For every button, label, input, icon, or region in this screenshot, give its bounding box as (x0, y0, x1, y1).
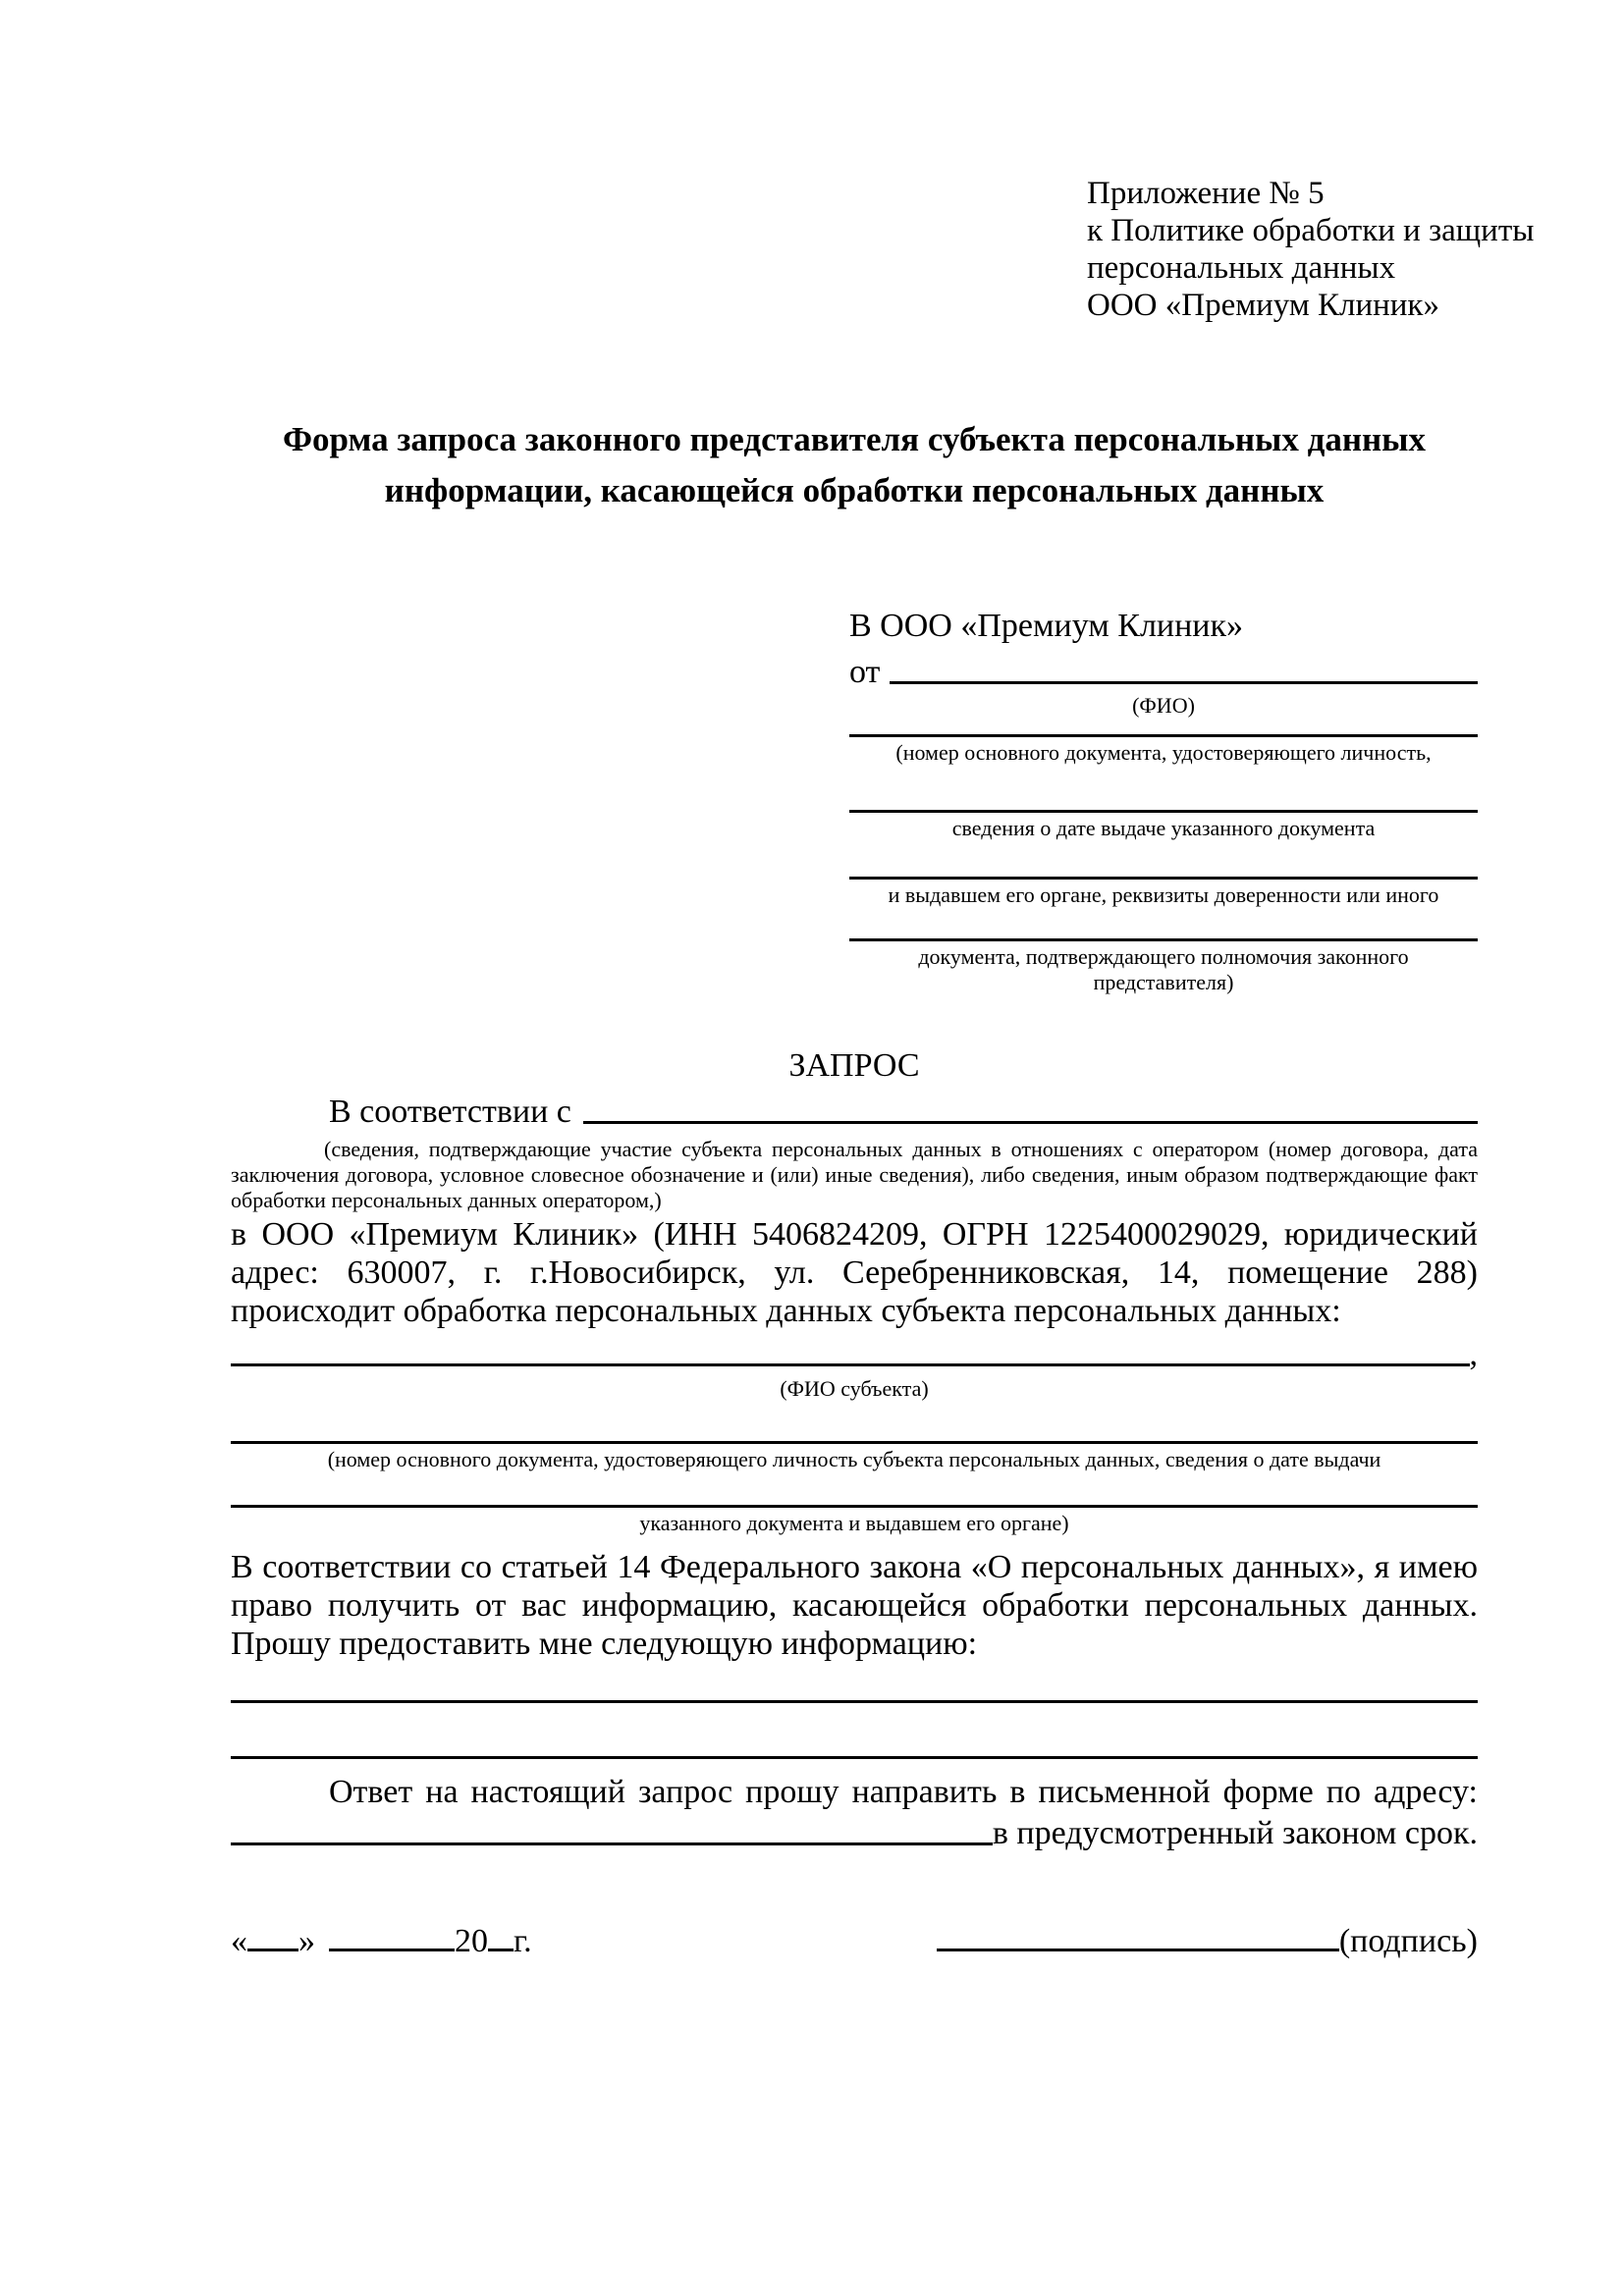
date-month-input-line[interactable] (329, 1919, 455, 1951)
appendix-line: к Политике обработки и защиты (1087, 213, 1535, 248)
subject-doc-hint-2: указанного документа и выдавшем его органе) (639, 1511, 1069, 1536)
representative-doc-input-line[interactable] (849, 734, 1478, 737)
reply-address-input-line[interactable] (231, 1842, 993, 1845)
signature-hint: (подпись) (1338, 1923, 1478, 1960)
appendix-line: персональных данных (1087, 250, 1396, 286)
recipient-line: В ООО «Премиум Клиник» (849, 608, 1244, 644)
date-quote-close: » (298, 1923, 315, 1960)
authority-doc-input-line[interactable] (849, 938, 1478, 941)
page-title-line: информации, касающейся обработки персональных данных (384, 471, 1325, 509)
page-title-line: Форма запроса законного представителя субъекта персональных данных (283, 420, 1426, 458)
requested-info-input-line-2[interactable] (231, 1756, 1478, 1759)
intro-hint: (сведения, подтверждающие участие субъекта персональных данных в отношениях с оператором (номер договора, дата заключения договора, условное словесное обозначение и (или) иные сведения), либо сведения, иным образом подтверждающие факт обработки персональных данных оператором,) (231, 1137, 1478, 1213)
subject-doc-hint-1: (номер основного документа, удостоверяющего личность субъекта персональных данных, сведения о дате выдачи (327, 1447, 1381, 1472)
authority-doc-hint: документа, подтверждающего полномочия законного представителя) (918, 944, 1409, 995)
reply-paragraph: Ответ на настоящий запрос прошу направить в письменной форме по адресу: (329, 1774, 1478, 1811)
subject-name-row (231, 1336, 1478, 1373)
year-prefix: 20 (455, 1923, 488, 1960)
request-heading: ЗАПРОС (788, 1047, 920, 1085)
doc-issuer-hint: и выдавшем его органе, реквизиты доверенности или иного (888, 882, 1439, 908)
signature-input-line[interactable] (937, 1919, 1339, 1951)
requested-info-input-line-1[interactable] (231, 1700, 1478, 1703)
intro-row (231, 1094, 1478, 1131)
from-row (849, 654, 1478, 691)
subject-fio-hint: (ФИО субъекта) (780, 1376, 929, 1402)
footer-row (231, 1919, 1478, 1961)
appendix-note (1087, 175, 1535, 324)
operator-paragraph: в ООО «Премиум Клиник» (ИНН 5406824209, ОГРН 1225400029029, юридический адрес: 630007, г. г.Новосибирск, ул. Серебренниковская, 14, помещение 288) происходит обработка персональных данных субъекта персональных данных: (231, 1216, 1478, 1330)
year-suffix: г. (514, 1923, 532, 1960)
addressee-block (849, 605, 1478, 995)
relation-basis-input-line[interactable] (583, 1121, 1478, 1124)
law-paragraph: В соответствии со статьей 14 Федерального закона «О персональных данных», я имею право получить от вас информацию, касающейся обработки персональных данных. Прошу предоставить мне следующую информацию: (231, 1549, 1478, 1663)
subject-doc-input-line[interactable] (231, 1441, 1478, 1444)
reply-address-row (231, 1815, 1478, 1852)
doc-date-input-line[interactable] (849, 810, 1478, 813)
date-group (231, 1919, 532, 1961)
subject-doc-issuer-input-line[interactable] (231, 1505, 1478, 1508)
subject-line-comma: , (1469, 1336, 1478, 1373)
reply-suffix: в предусмотренный законом срок. (992, 1815, 1478, 1852)
appendix-line: ООО «Премиум Клиник» (1087, 288, 1439, 323)
subject-name-input-line[interactable] (231, 1363, 1470, 1366)
doc-field-hint: (номер основного документа, удостоверяющего личность, (895, 740, 1432, 766)
doc-issuer-input-line[interactable] (849, 877, 1478, 880)
doc-date-hint: сведения о дате выдаче указанного документа (951, 816, 1376, 841)
date-year-input-line[interactable] (488, 1919, 514, 1951)
from-label: от (849, 654, 881, 690)
date-day-input-line[interactable] (247, 1919, 298, 1951)
date-quote-open: « (231, 1923, 247, 1960)
fio-hint: (ФИО) (1132, 693, 1195, 719)
page-title (231, 414, 1478, 516)
signature-group (937, 1919, 1478, 1961)
intro-prefix: В соответствии с (329, 1094, 571, 1131)
representative-name-input-line[interactable] (890, 681, 1478, 684)
appendix-line: Приложение № 5 (1087, 176, 1325, 211)
